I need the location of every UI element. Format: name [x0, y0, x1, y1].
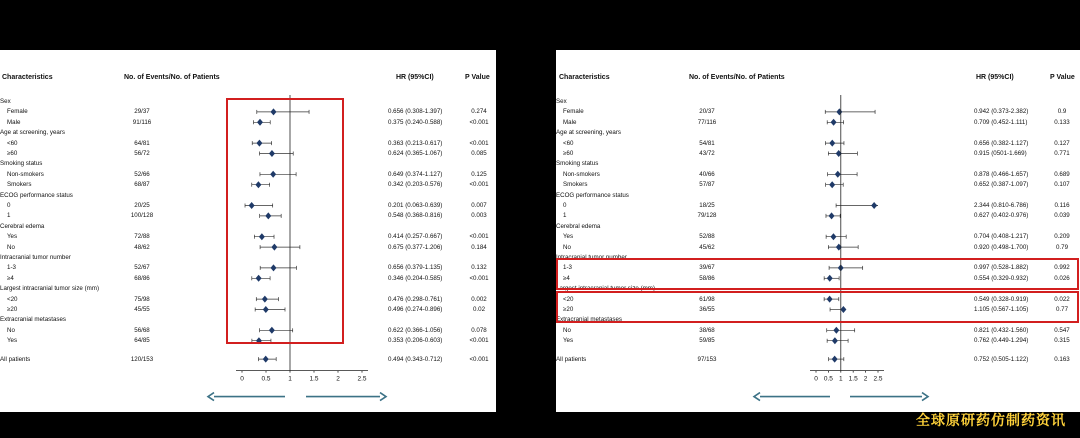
- hr-value: 0.342 (0.203-0.576): [388, 181, 443, 189]
- tick-label: 2.5: [873, 375, 883, 383]
- p-value: 0.77: [1055, 306, 1069, 313]
- row-label: <60: [7, 139, 18, 147]
- events-value: 68/86: [134, 274, 150, 282]
- row-label: <20: [7, 295, 18, 303]
- row-label: ECOG performance status: [556, 191, 629, 199]
- p-value: <0.001: [469, 181, 489, 189]
- p-value: 0.79: [1055, 243, 1069, 251]
- hr-value: 0.346 (0.204-0.585): [388, 274, 443, 282]
- forest-plot-left: [0, 50, 496, 412]
- header-p-value: P Value: [465, 74, 490, 81]
- p-value: 0.026: [1054, 274, 1070, 282]
- header-characteristics: Characteristics: [559, 74, 610, 81]
- row-label: Sex: [556, 98, 567, 105]
- hr-value: 0.942 (0.373-2.382): [974, 108, 1029, 116]
- highlight-box: [226, 98, 344, 344]
- p-value: 0.274: [471, 108, 487, 116]
- p-value: 0.689: [1054, 170, 1070, 178]
- hr-value: 0.652 (0.387-1.097): [974, 181, 1029, 189]
- row-label: 1-3: [7, 264, 16, 272]
- events-value: 56/72: [134, 150, 150, 157]
- row-label: Yes: [7, 337, 18, 345]
- row-label: Smoking status: [556, 160, 599, 168]
- row-label: 0: [563, 202, 567, 209]
- row-label: ≥4: [563, 274, 570, 282]
- p-value: 0.127: [1054, 139, 1070, 147]
- row-label: Intracranial tumor number: [0, 254, 71, 261]
- events-value: 64/81: [134, 139, 150, 147]
- row-label: ≥60: [563, 150, 574, 157]
- hr-value: 0.649 (0.374-1.127): [388, 170, 443, 178]
- hr-value: 0.476 (0.298-0.761): [388, 295, 443, 303]
- events-value: 97/153: [697, 355, 717, 363]
- header-hr: HR (95%CI): [976, 74, 1014, 81]
- events-value: 77/116: [697, 118, 717, 126]
- events-value: 20/37: [699, 108, 715, 116]
- hr-marker: [832, 337, 838, 344]
- hr-value: 2.344 (0.810-6.786): [974, 202, 1029, 209]
- p-value: 0.992: [1054, 264, 1070, 272]
- hr-marker: [829, 140, 835, 147]
- row-label: <20: [563, 295, 574, 303]
- row-label: Yes: [563, 233, 574, 241]
- events-value: 56/68: [134, 326, 150, 334]
- tick-label: 0: [814, 375, 818, 383]
- p-value: 0.771: [1054, 150, 1070, 157]
- hr-value: 0.627 (0.402-0.976): [974, 212, 1029, 220]
- forest-plot-right: [556, 50, 1080, 412]
- events-value: 20/25: [134, 202, 150, 209]
- hr-marker: [833, 327, 839, 334]
- forest-plot-right-axes: [556, 50, 1080, 412]
- header-events: No. of Events/No. of Patients: [689, 74, 785, 81]
- hr-marker: [829, 212, 835, 219]
- row-label: All patients: [556, 355, 587, 363]
- row-label: Sex: [0, 98, 11, 105]
- p-value: <0.001: [469, 355, 489, 363]
- p-value: 0.003: [471, 212, 487, 220]
- row-label: ≥20: [7, 306, 18, 313]
- p-value: 0.107: [1054, 181, 1070, 189]
- events-value: 68/87: [134, 181, 150, 189]
- events-value: 48/62: [134, 243, 150, 251]
- p-value: 0.184: [471, 243, 487, 251]
- row-label: 1: [563, 212, 567, 220]
- hr-value: 0.201 (0.063-0.639): [388, 202, 443, 209]
- events-value: 79/128: [697, 212, 717, 220]
- hr-value: 0.675 (0.377-1.206): [388, 243, 443, 251]
- tick-label: 0.5: [823, 375, 833, 383]
- events-value: 91/116: [132, 118, 152, 126]
- row-label: Extracranial metastases: [556, 316, 623, 324]
- hr-value: 0.353 (0.206-0.603): [388, 337, 443, 345]
- row-label: Smokers: [563, 181, 588, 189]
- tick-label: 2: [336, 375, 340, 383]
- tick-label: 0: [240, 375, 244, 383]
- tick-label: 1.5: [309, 375, 319, 383]
- row-label: Female: [7, 108, 28, 116]
- events-value: 45/62: [699, 243, 715, 251]
- row-label: No: [7, 243, 15, 251]
- events-value: 36/55: [699, 306, 715, 313]
- hr-marker: [831, 119, 837, 126]
- hr-value: 0.656 (0.382-1.127): [974, 139, 1029, 147]
- hr-value: 0.709 (0.452-1.111): [974, 118, 1028, 126]
- hr-value: 0.656 (0.308-1.397): [388, 108, 443, 116]
- hr-value: 0.997 (0.528-1.882): [974, 264, 1029, 272]
- row-label: 1: [7, 212, 11, 220]
- row-label: Yes: [563, 337, 574, 345]
- events-value: 120/153: [130, 355, 154, 363]
- events-value: 72/88: [134, 233, 150, 241]
- p-value: <0.001: [469, 274, 489, 282]
- hr-value: 0.414 (0.257-0.667): [388, 233, 443, 241]
- right-arrow-head: [380, 393, 386, 401]
- hr-value: 0.762 (0.449-1.294): [974, 337, 1029, 345]
- header-events: No. of Events/No. of Patients: [124, 74, 220, 81]
- events-value: 52/66: [134, 170, 150, 178]
- p-value: 0.125: [471, 170, 487, 178]
- header-hr: HR (95%CI): [396, 74, 434, 81]
- p-value: 0.085: [471, 150, 487, 157]
- p-value: 0.039: [1054, 212, 1070, 220]
- p-value: 0.547: [1054, 326, 1070, 334]
- p-value: 0.022: [1054, 295, 1070, 303]
- events-value: 40/66: [699, 170, 715, 178]
- row-label: 1-3: [563, 264, 572, 272]
- events-value: 39/67: [699, 264, 715, 272]
- row-label: All patients: [0, 355, 31, 363]
- left-arrow-head: [754, 393, 760, 401]
- row-label: Largest intracranial tumor size (mm): [556, 285, 656, 293]
- highlight-box-tumor-number: [556, 258, 1079, 290]
- hr-value: 0.622 (0.366-1.056): [388, 326, 443, 334]
- events-value: 43/72: [699, 150, 715, 157]
- p-value: 0.02: [472, 306, 486, 313]
- events-value: 61/98: [699, 295, 715, 303]
- p-value: 0.116: [1054, 202, 1070, 209]
- hr-value: 0.624 (0.365-1.067): [388, 150, 443, 157]
- tick-label: 0.5: [261, 375, 271, 383]
- row-label: ECOG performance status: [0, 191, 73, 199]
- hr-marker: [263, 356, 269, 363]
- hr-value: 0.878 (0.466-1.657): [974, 170, 1029, 178]
- events-value: 29/37: [134, 108, 150, 116]
- row-label: Female: [563, 108, 584, 116]
- hr-marker: [830, 233, 836, 240]
- row-label: Cerebral edema: [0, 222, 45, 230]
- tick-label: 1: [288, 375, 292, 383]
- hr-value: 0.375 (0.240-0.588): [388, 118, 443, 126]
- hr-value: 0.704 (0.408-1.217): [974, 233, 1029, 241]
- row-label: Cerebral edema: [556, 222, 601, 230]
- watermark-text: 全球原研药仿制药资讯: [916, 413, 1066, 429]
- events-value: 64/85: [134, 337, 150, 345]
- hr-marker: [836, 108, 842, 115]
- row-label: ≥4: [7, 274, 14, 282]
- hr-marker: [835, 171, 841, 178]
- hr-value: 0.821 (0.432-1.560): [974, 326, 1029, 334]
- row-label: Smoking status: [0, 160, 43, 168]
- highlight-box-tumor-size: [556, 291, 1079, 323]
- hr-marker: [871, 202, 877, 209]
- events-value: 100/128: [130, 212, 154, 220]
- row-label: Largest intracranial tumor size (mm): [0, 285, 100, 293]
- p-value: 0.9: [1057, 108, 1067, 116]
- tick-label: 1.5: [848, 375, 858, 383]
- header-characteristics: Characteristics: [2, 74, 53, 81]
- tick-label: 2.5: [357, 375, 367, 383]
- tick-label: 2: [863, 375, 868, 383]
- tick-label: 1: [838, 375, 843, 383]
- hr-value: 1.105 (0.567-1.105): [974, 306, 1029, 313]
- p-value: 0.209: [1054, 233, 1070, 241]
- hr-value: 0.548 (0.368-0.816): [388, 212, 443, 220]
- row-label: Yes: [7, 233, 18, 241]
- row-label: Intracranial tumor number: [556, 254, 627, 261]
- p-value: 0.002: [471, 295, 487, 303]
- hr-value: 0.363 (0.213-0.617): [388, 139, 443, 147]
- events-value: 75/98: [134, 295, 150, 303]
- events-value: 52/67: [134, 264, 150, 272]
- hr-value: 0.752 (0.505-1.122): [974, 355, 1029, 363]
- p-value: 0.163: [1054, 355, 1070, 363]
- hr-value: 0.549 (0.328-0.919): [974, 295, 1029, 303]
- header-p-value: P Value: [1050, 74, 1075, 81]
- hr-value: 0.494 (0.343-0.712): [388, 355, 443, 363]
- hr-value: 0.496 (0.274-0.896): [388, 306, 443, 313]
- events-value: 58/86: [699, 274, 715, 282]
- row-label: ≥20: [563, 306, 574, 313]
- hr-value: 0.915 (0501-1.669): [974, 150, 1027, 157]
- hr-value: 0.920 (0.498-1.700): [974, 243, 1029, 251]
- row-label: Smokers: [7, 181, 32, 189]
- row-label: ≥60: [7, 150, 18, 157]
- row-label: No: [7, 326, 15, 334]
- row-label: <60: [563, 139, 574, 147]
- row-label: Male: [563, 118, 577, 126]
- row-label: Non-smokers: [7, 170, 44, 178]
- row-label: 0: [7, 202, 11, 209]
- events-value: 52/88: [699, 233, 715, 241]
- row-label: Non-smokers: [563, 170, 600, 178]
- events-value: 57/87: [699, 181, 715, 189]
- p-value: <0.001: [469, 118, 489, 126]
- p-value: <0.001: [469, 139, 489, 147]
- events-value: 38/68: [699, 326, 715, 334]
- events-value: 45/55: [134, 306, 150, 313]
- right-arrow-head: [922, 393, 928, 401]
- p-value: 0.132: [471, 264, 487, 272]
- row-label: Male: [7, 118, 21, 126]
- hr-value: 0.554 (0.329-0.932): [974, 274, 1029, 282]
- events-value: 54/81: [699, 139, 715, 147]
- row-label: No: [563, 243, 571, 251]
- hr-value: 0.656 (0.379-1.135): [388, 264, 443, 272]
- p-value: 0.078: [471, 326, 487, 334]
- hr-marker: [829, 181, 835, 188]
- p-value: 0.315: [1054, 337, 1070, 345]
- events-value: 59/85: [699, 337, 715, 345]
- left-arrow-head: [208, 393, 214, 401]
- p-value: <0.001: [469, 337, 489, 345]
- row-label: Age at screening, years: [556, 129, 622, 137]
- row-label: No: [563, 326, 571, 334]
- p-value: 0.007: [471, 202, 487, 209]
- row-label: Age at screening, years: [0, 129, 66, 137]
- row-label: Extracranial metastases: [0, 316, 67, 324]
- p-value: <0.001: [469, 233, 489, 241]
- events-value: 18/25: [699, 202, 715, 209]
- hr-marker: [832, 356, 838, 363]
- p-value: 0.133: [1054, 118, 1070, 126]
